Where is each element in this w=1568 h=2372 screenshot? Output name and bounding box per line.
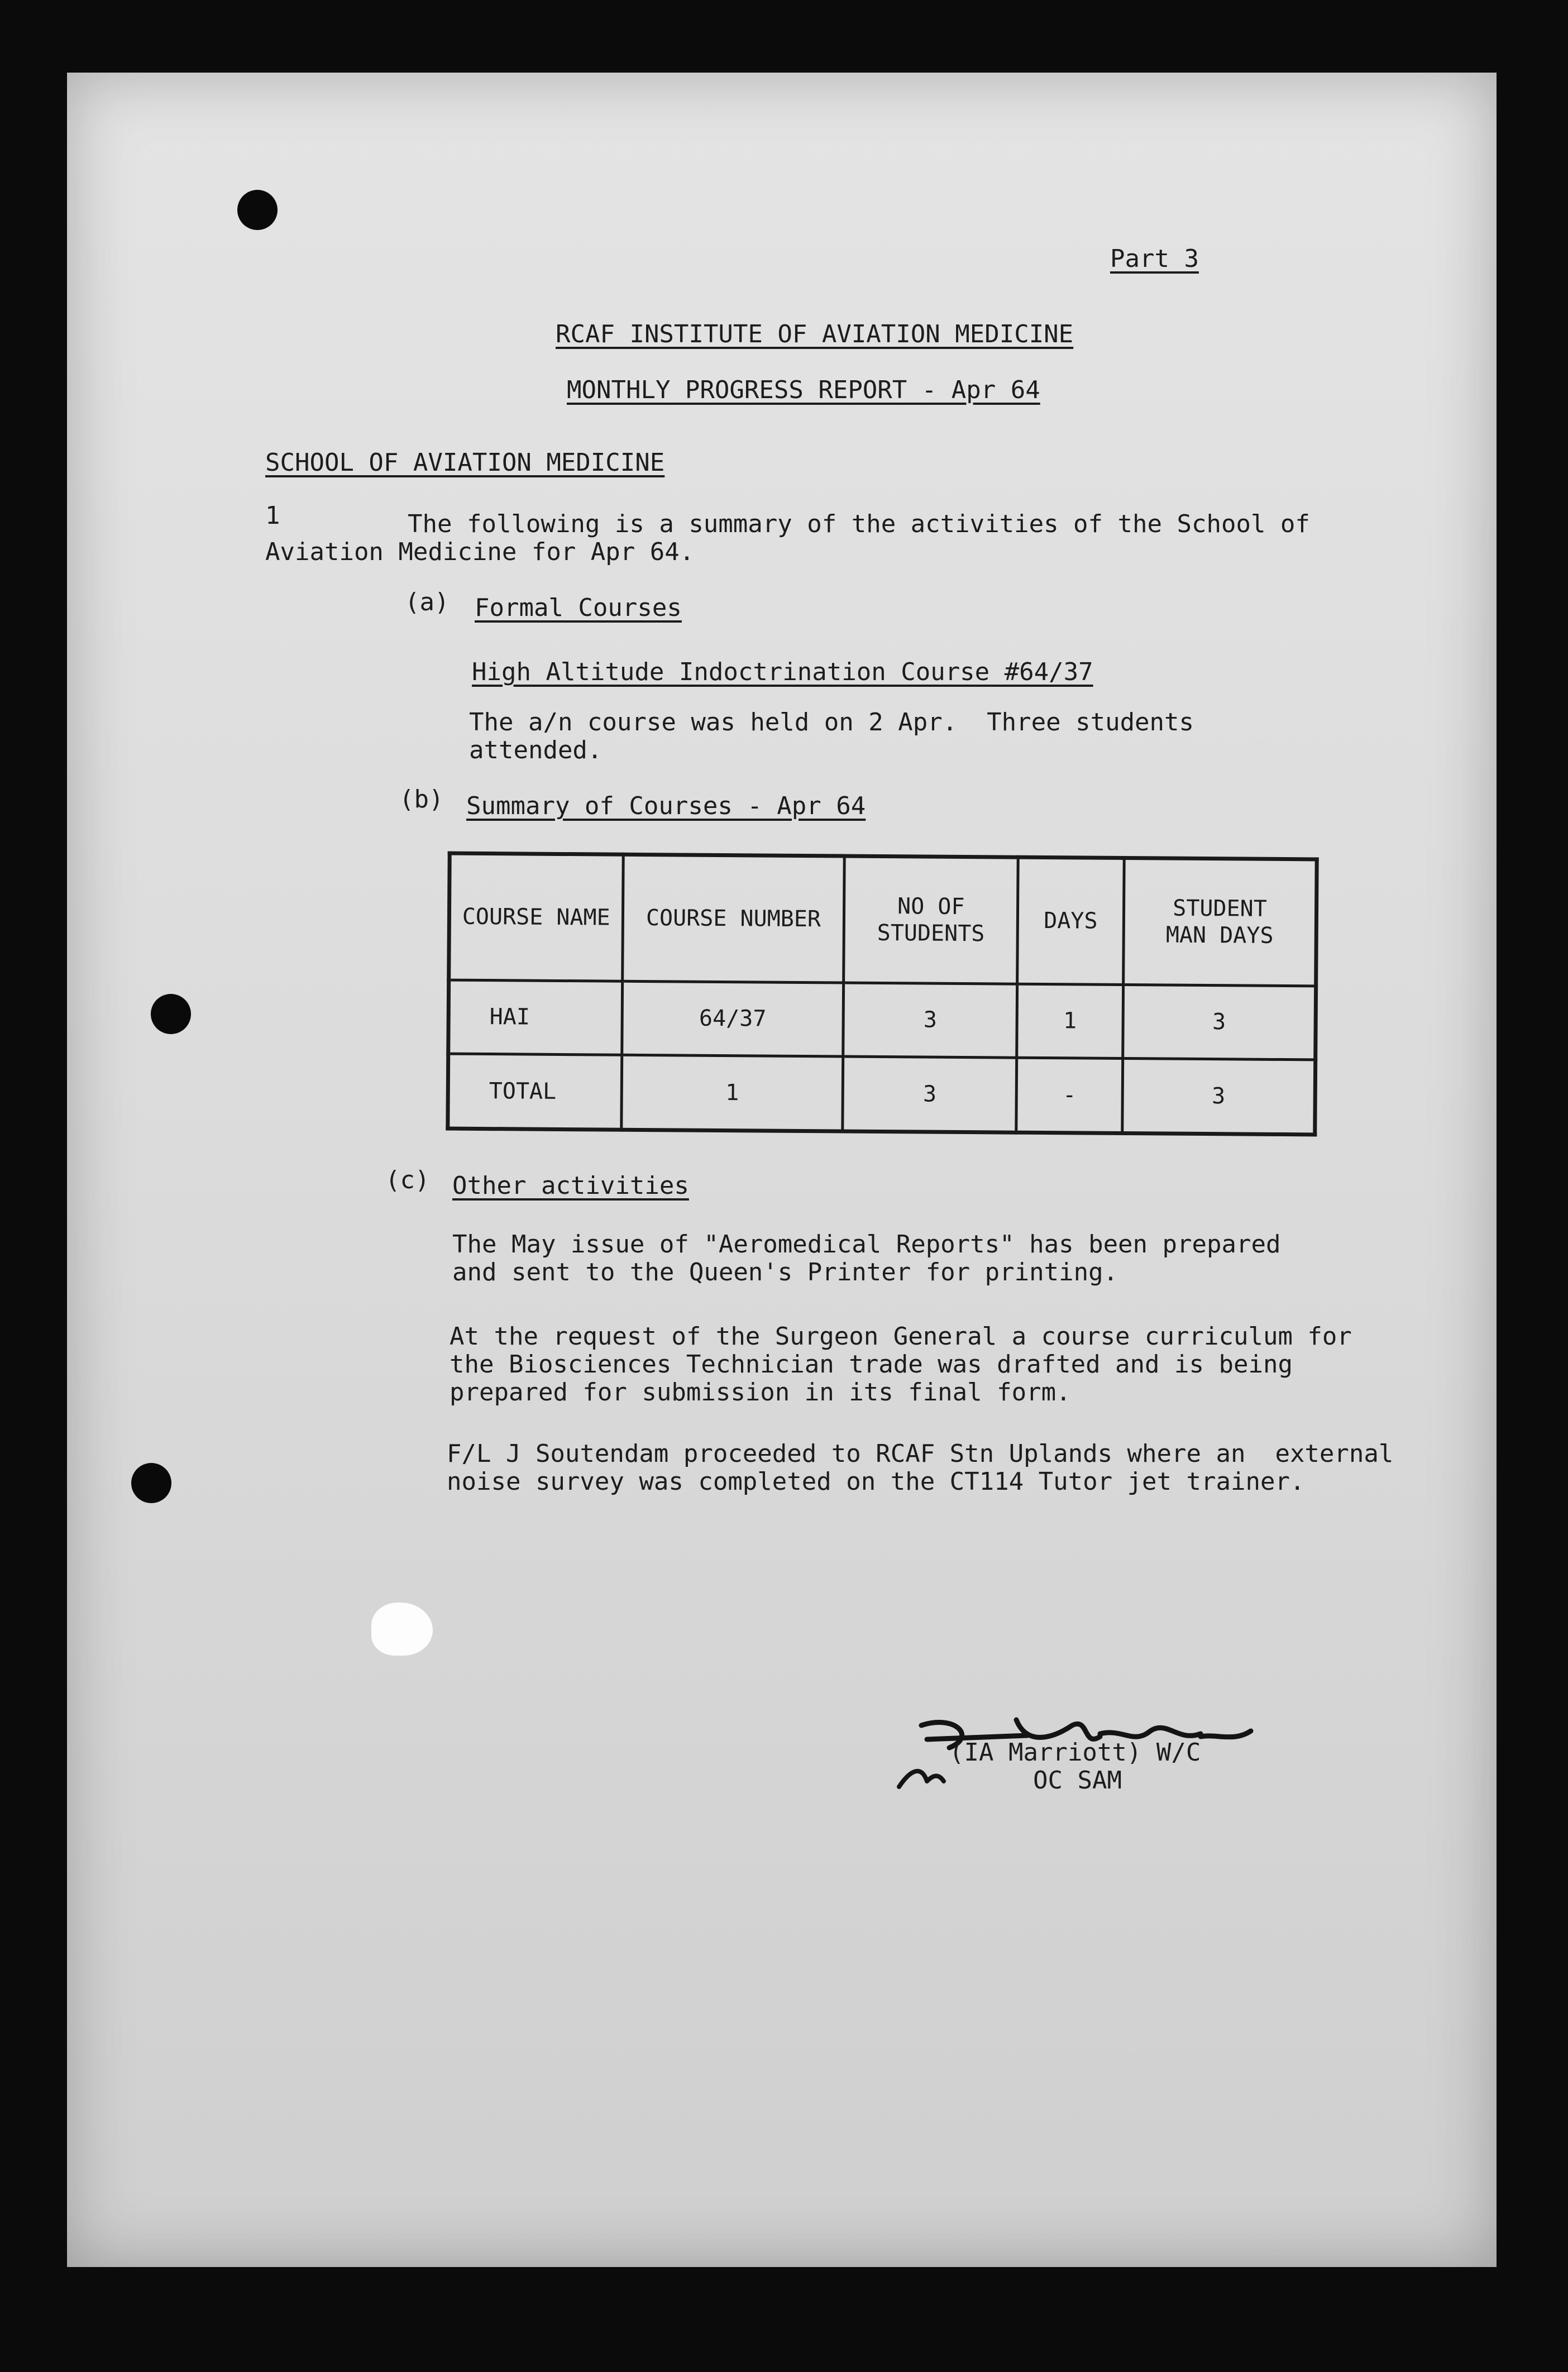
- item-c-p1-line-1: The May issue of "Aeromedical Reports" has been prepared: [452, 1230, 1281, 1259]
- cell-course-name: HAI: [448, 980, 623, 1055]
- cell-no-of-students: 3: [843, 983, 1017, 1058]
- punch-hole-top: [237, 190, 278, 230]
- item-c-p2-line-1: At the request of the Surgeon General a course curriculum for: [450, 1322, 1352, 1351]
- item-a-subheading: High Altitude Indoctrination Course #64/37: [472, 658, 1093, 686]
- paper-blemish: [371, 1603, 433, 1656]
- cell-student-man-days: 3: [1123, 984, 1316, 1059]
- table-row: [448, 1054, 1316, 1135]
- intro-line-1: The following is a summary of the activities of the School of: [408, 510, 1310, 538]
- intro-line-2: Aviation Medicine for Apr 64.: [265, 538, 695, 566]
- cell-course-number: 1: [621, 1055, 843, 1131]
- item-a-heading: Formal Courses: [475, 594, 682, 622]
- header-student-man-days: STUDENT MAN DAYS: [1124, 858, 1317, 986]
- item-b-marker: (b): [399, 785, 444, 814]
- cell-course-name: TOTAL: [448, 1054, 622, 1130]
- section-title: SCHOOL OF AVIATION MEDICINE: [265, 448, 665, 477]
- item-c-p2-line-2: the Biosciences Technician trade was drafted and is being: [450, 1350, 1293, 1379]
- table-header-row: [449, 853, 1317, 986]
- item-b-heading: Summary of Courses - Apr 64: [466, 792, 866, 820]
- signature-title: OC SAM: [1033, 1766, 1122, 1795]
- item-c-heading: Other activities: [452, 1171, 689, 1200]
- cell-days: -: [1016, 1058, 1123, 1133]
- item-c-p3-line-1: F/L J Soutendam proceeded to RCAF Stn Uplands where an external: [447, 1440, 1394, 1468]
- item-c-p2-line-3: prepared for submission in its final form.: [450, 1378, 1071, 1407]
- report-title: MONTHLY PROGRESS REPORT - Apr 64: [567, 376, 1040, 404]
- table-row: [448, 980, 1316, 1060]
- part-label: Part 3: [1110, 245, 1199, 273]
- cell-course-number: 64/37: [622, 981, 844, 1056]
- item-a-line-2: attended.: [469, 736, 603, 764]
- header-no-of-students: NO OF STUDENTS: [844, 856, 1018, 984]
- paragraph-number: 1: [265, 501, 280, 530]
- item-a-line-1: The a/n course was held on 2 Apr. Three students: [469, 708, 1194, 737]
- signature-name: (IA Marriott) W/C: [949, 1738, 1201, 1767]
- header-days: DAYS: [1017, 857, 1124, 984]
- cell-days: 1: [1017, 984, 1124, 1058]
- item-c-p3-line-2: noise survey was completed on the CT114 Tutor jet trainer.: [447, 1467, 1305, 1496]
- punch-hole-bottom: [131, 1463, 171, 1503]
- item-c-p1-line-2: and sent to the Queen's Printer for printing.: [452, 1258, 1118, 1287]
- summary-table: [446, 852, 1318, 1137]
- header-course-name: COURSE NAME: [449, 853, 623, 981]
- header-course-number: COURSE NUMBER: [622, 854, 844, 983]
- document-page: [67, 73, 1497, 2267]
- cell-student-man-days: 3: [1122, 1059, 1316, 1135]
- institute-title: RCAF INSTITUTE OF AVIATION MEDICINE: [556, 320, 1074, 348]
- item-a-marker: (a): [405, 588, 450, 616]
- cell-no-of-students: 3: [843, 1056, 1017, 1132]
- item-c-marker: (c): [385, 1166, 430, 1194]
- punch-hole-middle: [151, 994, 191, 1034]
